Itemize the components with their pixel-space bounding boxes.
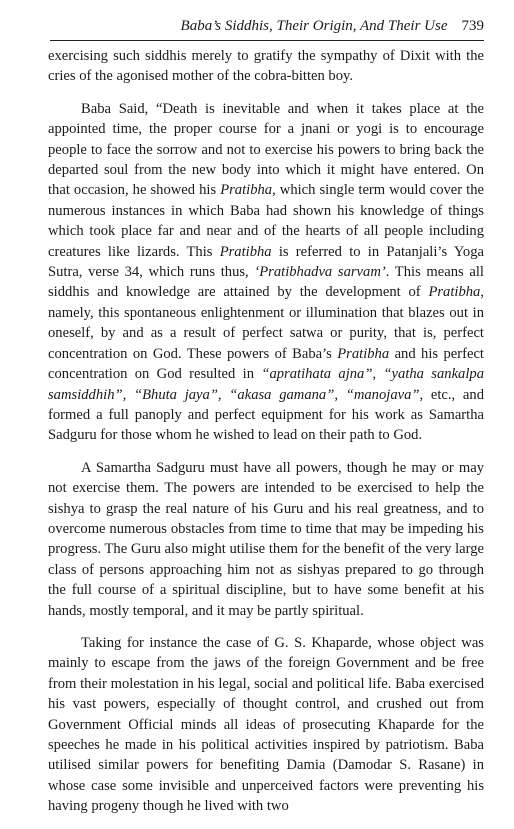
paragraph-samartha-sadguru: A Samartha Sadguru must have all powers, though he may or may not exercise them. The powers are intended to be exercised to help the sishya to grasp the real nature of his Guru and his real greatness, and to overcome numerous obstacles from time to time that may be impeding his progress. The Guru also might utilise them for the benefit of the very large class of persons approaching him not as sishyas prepared to go through the full course of a spiritual discipline, but to have some benefit at his hands, mostly temporal, and it may be partly spiritual. bbox=[48, 459, 484, 619]
paragraph-pratibha bbox=[48, 99, 484, 446]
paragraph-text: , which single term would cover the numerous instances in which Baba had shown his knowledge of things which took place far and near and of the hearts of all people including creatures like lizards. This bbox=[48, 182, 484, 260]
paragraph-text: and his perfect concentration on God resulted in bbox=[48, 345, 484, 383]
running-title: Baba’s Siddhis, Their Origin, And Their Use bbox=[180, 18, 448, 34]
italic-term: Pratibha bbox=[337, 345, 390, 362]
page-number: 739 bbox=[461, 18, 484, 34]
paragraph-text: is referred to in Patanjali’s Yoga Sutra, verse 34, which runs thus, bbox=[48, 243, 484, 281]
italic-quote: ‘Pratibhadva sarvam’ bbox=[254, 264, 386, 281]
italic-term: Pratibha bbox=[220, 182, 273, 199]
paragraph-text: , etc., and formed a full panoply and perfect equipment for his work as Samartha Sadguru for those whom he wished to lead on their path to God. bbox=[48, 386, 484, 444]
running-header bbox=[50, 18, 484, 41]
paragraph-text: Baba Said, “Death is inevitable and when it takes place at the appointed time, the proper course for a jnani or yogi is to encourage people to face the sorrow and not to exercise his powers to bring back the departed soul from the new body into which it might have entered. On that occasion, he showed his bbox=[48, 100, 484, 199]
italic-term: Pratibha bbox=[219, 243, 272, 260]
paragraph-text: . This means all siddhis and knowledge are attained by the development of bbox=[48, 264, 484, 301]
body-text bbox=[48, 46, 484, 829]
paragraph-khaparde: Taking for instance the case of G. S. Khaparde, whose object was mainly to escape from the jaws of the foreign Government and be free from their molestation in his legal, social and political life. Baba exercised his vast powers, especially of thought control, and crushed out from Government Official minds all ideas of prosecuting Khaparde for the speeches he made in his political activities inspired by patriotism. Baba utilised similar powers for benefiting Damia (Damodar S. Rasane) in whose case some invisible and unperceived factors were preventing his having progeny though he lived with two bbox=[48, 634, 484, 815]
paragraph-text: , namely, this spontaneous enlightenment or illumination that blazes out in oneself, by and as a result of perfect satwa or purity, that is, perfect concentration on God. These powers of Baba’s bbox=[48, 284, 484, 362]
italic-term: Pratibha bbox=[428, 284, 481, 301]
italic-sanskrit-terms: “apratihata ajna”, “yatha sankalpa samsiddhih”, “Bhuta jaya”, “akasa gamana”, “manojava” bbox=[48, 366, 484, 403]
paragraph-continuation: exercising such siddhis merely to gratify the sympathy of Dixit with the cries of the agonised mother of the cobra-bitten boy. bbox=[48, 48, 484, 85]
